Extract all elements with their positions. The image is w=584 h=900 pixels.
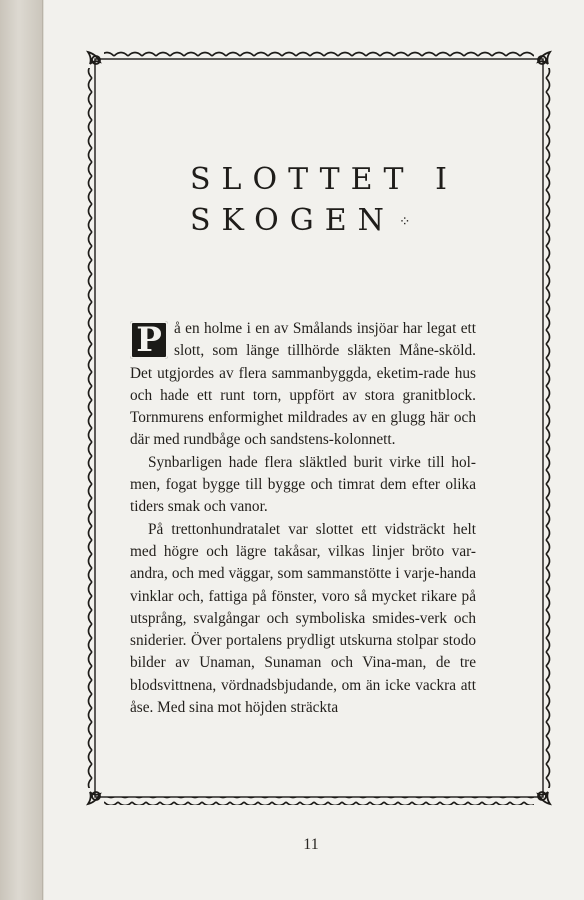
page-number: 11 [303,836,319,853]
chapter-title-line-2-text: SKOGEN [190,203,395,238]
drop-cap: P [130,321,168,359]
paragraph-3: På trettonhundratalet var slottet ett vidsträckt helt med högre och lägre takåsar, vilkas linjer bröto var-andra, och med väggar, som sammanstötte i varje-handa vinklar och, fattiga på fönster, voro så mycket rikare på utsprång, svalgångar och symboliska smides-verk och sniderier. Över portalens prydligt utskurna stolpar stodo bilder av Unaman, Sunaman och Vina-man, de tre blodsvittnena, vördnadsbjudande, om än icke vackra att åse. Med sina mot höjden sträckta [130,520,476,717]
paragraph-1-text: å en holme i en av Smålands insjöar har legat ett slott, som länge tillhörde släkten Måne-sköld. Det utgjordes av flera sammanbyggda, eketim-rade hus och hade ett runt torn, uppfört av stora granitblock. Tornmurens enformighet mildrades av en glugg här och där med rundbåge och sandstens-kolonnett. [130,320,476,449]
chapter-title-line-1: SLOTTET I [190,162,458,197]
paragraph-1 [130,318,476,452]
paragraph-2: Synbarligen hade flera släktled burit virke till hol-men, fogat bygge till bygge och timrat dem efter olika tiders smak och vanor. [130,453,476,516]
chapter-title-line-2 [190,203,570,238]
title-ornament-icon: ⁘ [398,214,411,230]
book-spine-edge [0,0,43,900]
body-text [130,318,476,719]
